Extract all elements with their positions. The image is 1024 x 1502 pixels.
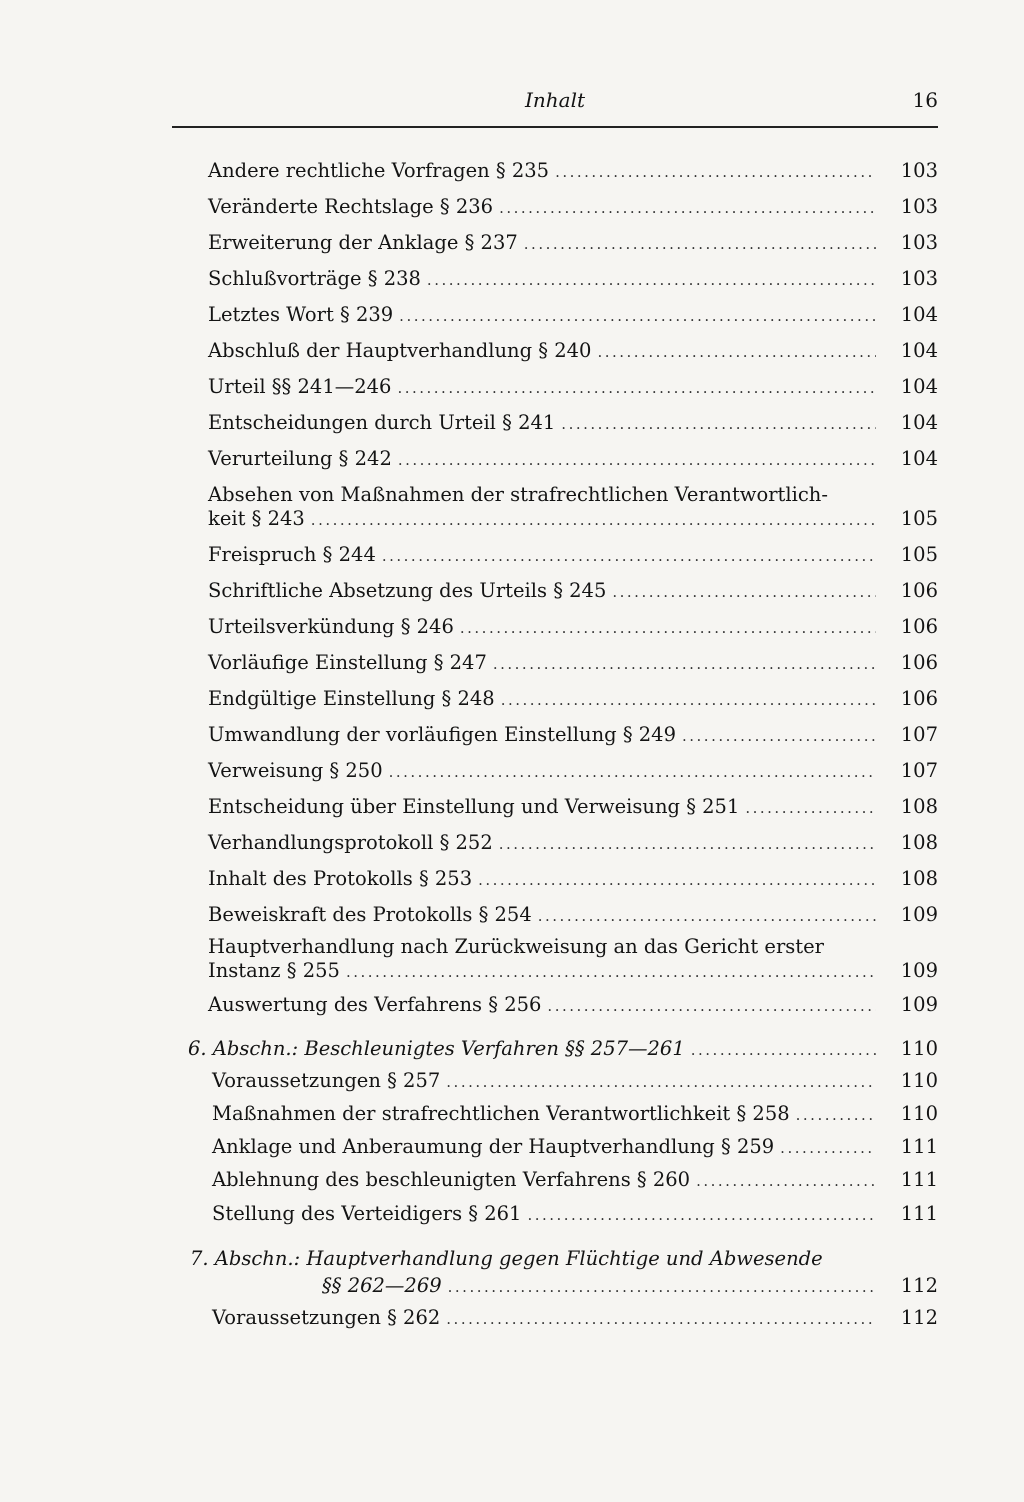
toc-entry bbox=[212, 1068, 938, 1095]
toc-entry-page: 108 bbox=[900, 867, 938, 890]
toc-entry-label: Voraussetzungen § 262 bbox=[212, 1306, 441, 1329]
toc-entry-label: Schriftliche Absetzung des Urteils § 245 bbox=[208, 579, 607, 602]
toc-entry-page: 103 bbox=[900, 267, 938, 290]
page-number: 16 bbox=[912, 88, 938, 112]
dot-leader bbox=[398, 447, 876, 473]
toc-entry-label-line1: Absehen von Maßnahmen der strafrechtlichen Verantwortlich- bbox=[208, 483, 828, 506]
dot-leader bbox=[446, 1306, 876, 1332]
toc-entry-page: 104 bbox=[900, 339, 938, 362]
toc-entry-page: 104 bbox=[900, 411, 938, 434]
toc-entry bbox=[208, 794, 938, 821]
dot-leader bbox=[682, 723, 876, 749]
toc-entry-page: 109 bbox=[900, 903, 938, 926]
dot-leader bbox=[397, 375, 876, 401]
toc-entry-page: 111 bbox=[900, 1168, 938, 1191]
toc-entry-page: 110 bbox=[900, 1102, 938, 1125]
toc-entry-page: 107 bbox=[900, 759, 938, 782]
toc-entry bbox=[208, 958, 938, 985]
toc-entry-label: Endgültige Einstellung § 248 bbox=[208, 687, 495, 710]
dot-leader bbox=[780, 1135, 876, 1161]
toc-entry-page: 105 bbox=[900, 543, 938, 566]
dot-leader bbox=[460, 615, 876, 641]
toc-entry-page: 109 bbox=[900, 993, 938, 1016]
dot-leader bbox=[399, 303, 876, 329]
toc-entry bbox=[208, 902, 938, 929]
toc-entry-page: 108 bbox=[900, 831, 938, 854]
toc-entry-page: 104 bbox=[900, 447, 938, 470]
header-rule bbox=[172, 126, 938, 128]
dot-leader bbox=[427, 267, 876, 293]
toc-entry bbox=[212, 1305, 938, 1332]
toc-entry bbox=[212, 1101, 938, 1128]
toc-entry bbox=[208, 506, 938, 533]
toc-entry bbox=[208, 230, 938, 257]
dot-leader bbox=[499, 195, 876, 221]
toc-entry-label: Anklage und Anberaumung der Hauptverhandlung § 259 bbox=[212, 1135, 775, 1158]
page-header bbox=[172, 88, 938, 118]
toc-entry-label: Verurteilung § 242 bbox=[208, 447, 392, 470]
toc-entry-label: Auswertung des Verfahrens § 256 bbox=[208, 993, 542, 1016]
toc-entry bbox=[208, 158, 938, 185]
section-heading bbox=[188, 1036, 938, 1063]
toc-entry-page: 106 bbox=[900, 651, 938, 674]
dot-leader bbox=[501, 687, 876, 713]
toc-entry-page: 108 bbox=[900, 795, 938, 818]
toc-entry bbox=[208, 866, 938, 893]
toc-entry-label: Vorläufige Einstellung § 247 bbox=[208, 651, 487, 674]
toc-entry bbox=[208, 374, 938, 401]
toc-entry-page: 111 bbox=[900, 1135, 938, 1158]
toc-entry bbox=[208, 722, 938, 749]
toc-entry-page: 105 bbox=[900, 507, 938, 530]
toc-entry-label: Entscheidungen durch Urteil § 241 bbox=[208, 411, 556, 434]
dot-leader bbox=[499, 831, 876, 857]
dot-leader bbox=[538, 903, 876, 929]
toc-entry bbox=[208, 992, 938, 1019]
toc-entry-label: Voraussetzungen § 257 bbox=[212, 1069, 441, 1092]
toc-entry bbox=[212, 1134, 938, 1161]
toc-entry bbox=[208, 446, 938, 473]
section-heading-label: §§ 262—269 bbox=[322, 1274, 442, 1297]
toc-entry-label: Stellung des Verteidigers § 261 bbox=[212, 1202, 522, 1225]
toc-entry bbox=[208, 542, 938, 569]
toc-entry bbox=[212, 1167, 938, 1194]
dot-leader bbox=[311, 507, 876, 533]
toc-entry-page: 111 bbox=[900, 1202, 938, 1225]
toc-entry-label: Veränderte Rechtslage § 236 bbox=[208, 195, 494, 218]
toc-entry bbox=[208, 266, 938, 293]
toc-entry-page: 104 bbox=[900, 303, 938, 326]
dot-leader bbox=[448, 1274, 876, 1300]
toc-entry-page: 112 bbox=[900, 1306, 938, 1329]
toc-entry-label: Verhandlungsprotokoll § 252 bbox=[208, 831, 493, 854]
toc-entry-label: Urteil §§ 241—246 bbox=[208, 375, 392, 398]
dot-leader bbox=[524, 231, 876, 257]
toc-entry-label: Umwandlung der vorläufigen Einstellung § 249 bbox=[208, 723, 676, 746]
toc-entry-label: Urteilsverkündung § 246 bbox=[208, 615, 454, 638]
dot-leader bbox=[745, 795, 876, 821]
toc-entry-label: Freispruch § 244 bbox=[208, 543, 376, 566]
toc-entry-page: 103 bbox=[900, 231, 938, 254]
dot-leader bbox=[696, 1168, 876, 1194]
dot-leader bbox=[796, 1102, 876, 1128]
running-title: Inhalt bbox=[524, 88, 586, 112]
toc-entry-label: Erweiterung der Anklage § 237 bbox=[208, 231, 518, 254]
toc-entry-page: 104 bbox=[900, 375, 938, 398]
toc-entry-label: Schlußvorträge § 238 bbox=[208, 267, 421, 290]
dot-leader bbox=[346, 959, 876, 985]
toc-entry-label: Verweisung § 250 bbox=[208, 759, 383, 782]
dot-leader bbox=[612, 579, 876, 605]
toc-entry-label: Maßnahmen der strafrechtlichen Verantwortlichkeit § 258 bbox=[212, 1102, 790, 1125]
toc-entry-label: Letztes Wort § 239 bbox=[208, 303, 394, 326]
dot-leader bbox=[547, 993, 876, 1019]
dot-leader bbox=[561, 411, 876, 437]
toc-entry bbox=[212, 1201, 938, 1228]
dot-leader bbox=[597, 339, 876, 365]
section-heading-line1: 7. Abschn.: Hauptverhandlung gegen Flüchtige und Abwesende bbox=[190, 1247, 823, 1270]
dot-leader bbox=[389, 759, 876, 785]
toc-entry-label: Abschluß der Hauptverhandlung § 240 bbox=[208, 339, 592, 362]
section-heading bbox=[322, 1273, 938, 1300]
toc-entry-page: 103 bbox=[900, 195, 938, 218]
toc-entry-page: 109 bbox=[900, 959, 938, 982]
dot-leader bbox=[478, 867, 876, 893]
toc-entry-label: keit § 243 bbox=[208, 507, 305, 530]
toc-entry-label: Beweiskraft des Protokolls § 254 bbox=[208, 903, 532, 926]
toc-entry-page: 106 bbox=[900, 687, 938, 710]
toc-entry-label-line1: Hauptverhandlung nach Zurückweisung an das Gericht erster bbox=[208, 935, 824, 958]
toc-entry-page: 107 bbox=[900, 723, 938, 746]
toc-entry bbox=[208, 758, 938, 785]
dot-leader bbox=[446, 1069, 876, 1095]
toc-entry bbox=[208, 302, 938, 329]
toc-entry bbox=[208, 650, 938, 677]
toc-entry-page: 106 bbox=[900, 579, 938, 602]
toc-entry bbox=[208, 194, 938, 221]
toc-entry bbox=[208, 410, 938, 437]
toc-entry-page: 110 bbox=[900, 1037, 938, 1060]
dot-leader bbox=[382, 543, 876, 569]
toc-entry bbox=[208, 686, 938, 713]
toc-entry-label: Instanz § 255 bbox=[208, 959, 340, 982]
toc-entry bbox=[208, 338, 938, 365]
toc-entry-page: 106 bbox=[900, 615, 938, 638]
toc-entry-label: Ablehnung des beschleunigten Verfahrens § 260 bbox=[212, 1168, 691, 1191]
toc-entry-page: 110 bbox=[900, 1069, 938, 1092]
dot-leader bbox=[555, 159, 876, 185]
toc-entry-page: 112 bbox=[900, 1274, 938, 1297]
dot-leader bbox=[493, 651, 876, 677]
dot-leader bbox=[691, 1037, 876, 1063]
toc-entry bbox=[208, 830, 938, 857]
toc-entry-label: Inhalt des Protokolls § 253 bbox=[208, 867, 473, 890]
toc-entry bbox=[208, 578, 938, 605]
toc-entry-label: Andere rechtliche Vorfragen § 235 bbox=[208, 159, 550, 182]
toc-entry bbox=[208, 614, 938, 641]
toc-entry-page: 103 bbox=[900, 159, 938, 182]
toc-entry-label: Entscheidung über Einstellung und Verweisung § 251 bbox=[208, 795, 740, 818]
section-heading-label: 6. Abschn.: Beschleunigtes Verfahren §§ 257—261 bbox=[188, 1037, 685, 1060]
dot-leader bbox=[527, 1202, 876, 1228]
